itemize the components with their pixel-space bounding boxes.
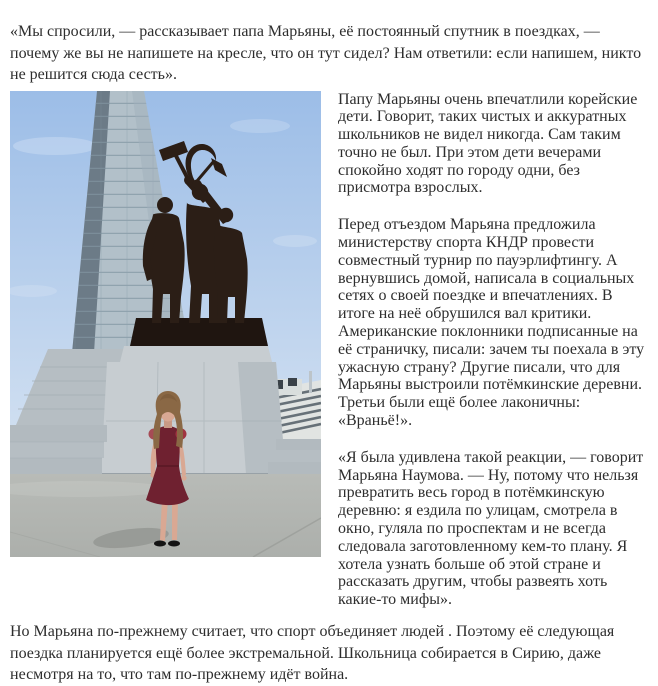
- content-row: [10, 91, 648, 610]
- shoe: [154, 540, 166, 546]
- monument-photo: [10, 91, 321, 557]
- column-paragraph-1: Папу Марьяны очень впечатлили корейские дети. Говорит, таких чистых и аккуратных школьников не видел никогда. Сам таким точно не был. При этом дети вечерами спокойно ходят по городу одни, без присмотра взрослых.: [338, 90, 638, 197]
- photo-figure: [10, 91, 321, 557]
- intro-paragraph: «Мы спросили, — рассказывает папа Марьяны, её постоянный спутник в поездках, — почему же вы не напишете на кресле, что он тут сидел? Нам ответили: если напишем, никто не решится сюда сесть».: [10, 23, 642, 83]
- text-column: [338, 91, 648, 610]
- outro-paragraph: Но Марьяна по-прежнему считает, что спорт объединяет людей . Поэтому её следующая поездка планируется ещё более экстремальной. Школьница собирается в Сирию, даже несмотря на то, что там по-прежнему идёт война.: [10, 623, 615, 684]
- shoe: [168, 540, 180, 546]
- column-paragraph-2: Перед отъездом Марьяна предложила министерству спорта КНДР провести совместный турнир по пауэрлифтингу. А вернувшись домой, написала в социальных сетях о своей поездке и впечатлениях. В итоге на неё обрушился вал критики. Американские поклонники подписанные на её страничку, писали: зачем ты поехала в эту ужасную страну? Другие писали, что для Марьяны выстроили потёмкинские деревни. Третьи были ещё более лаконичны: «Враньё!».: [338, 216, 645, 430]
- column-paragraph-3: «Я была удивлена такой реакции, — говорит Марьяна Наумова. — Ну, потому что нельзя превратить весь город в потёмкинскую деревню: я ездила по улицам, смотрела в окно, гуляла по проспектам и не всегда следовала заготовленному кем-то плану. Я хотела узнать больше об этой стране и рассказать другим, чтобы развеять хоть какие-то мифы».: [338, 448, 644, 609]
- antenna-mast: [309, 371, 312, 393]
